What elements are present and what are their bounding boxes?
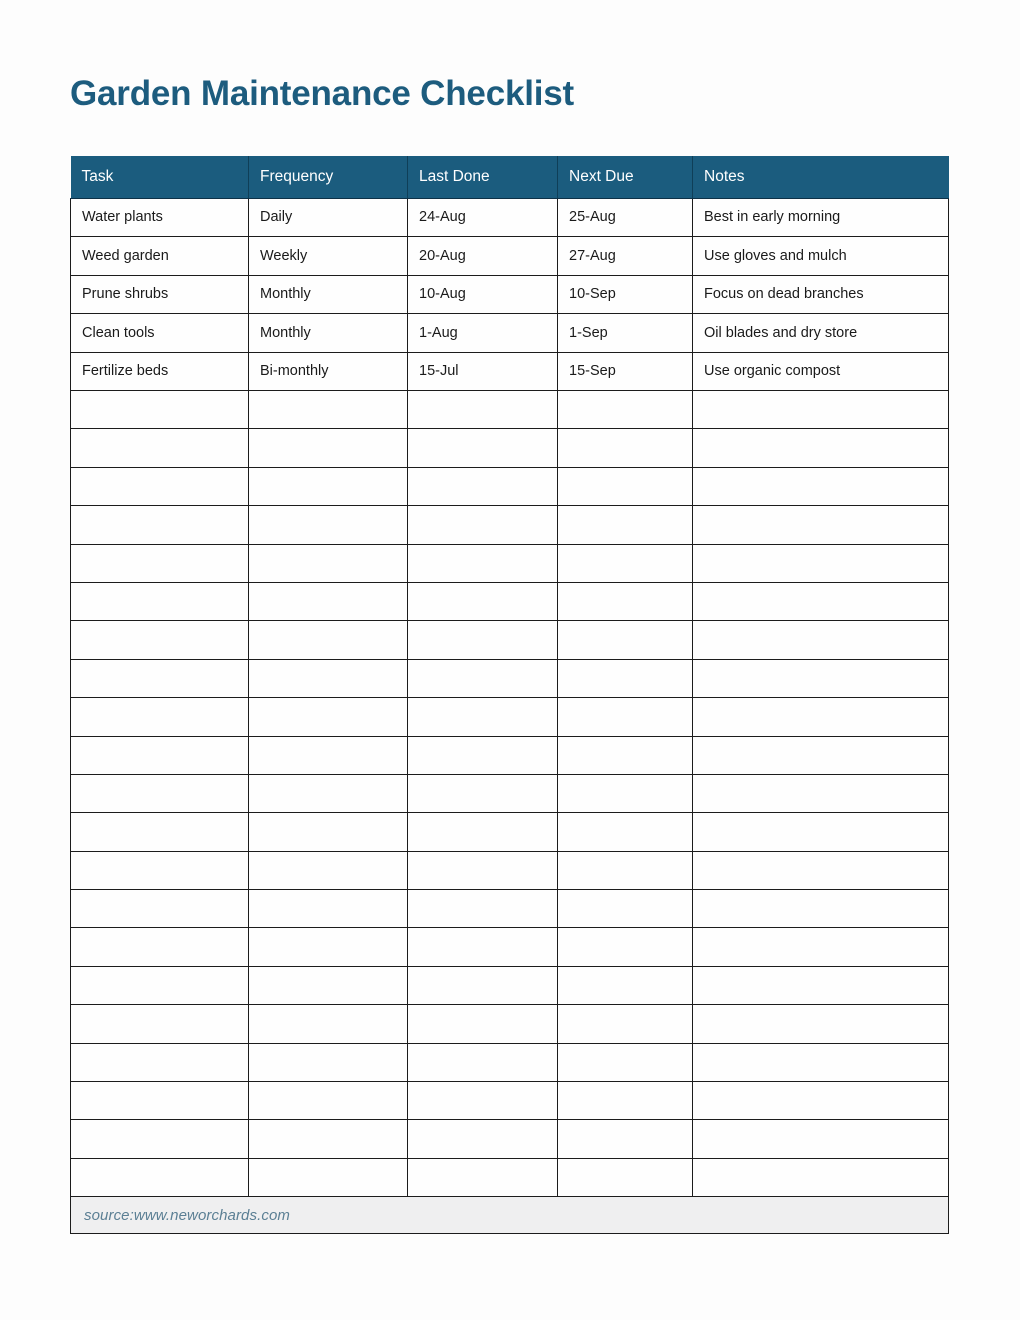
cell-notes-empty[interactable]	[693, 698, 949, 736]
page-title: Garden Maintenance Checklist	[70, 74, 575, 113]
cell-next_due-empty[interactable]	[558, 621, 693, 659]
column-header-frequency[interactable]: Frequency	[249, 156, 408, 198]
table-row	[71, 198, 949, 237]
cell-next_due-empty[interactable]	[558, 813, 693, 851]
column-header-task[interactable]: Task	[71, 156, 249, 198]
table-row	[71, 352, 949, 391]
cell-last_done-empty[interactable]	[408, 774, 558, 812]
cell-frequency-empty[interactable]	[249, 966, 408, 1004]
cell-notes-empty[interactable]	[693, 1158, 949, 1196]
table-row-empty	[71, 621, 949, 659]
cell-next_due[interactable]: 25-Aug	[558, 198, 693, 237]
cell-notes[interactable]: Oil blades and dry store	[693, 314, 949, 353]
cell-notes-empty[interactable]	[693, 1005, 949, 1043]
cell-task-empty[interactable]	[71, 698, 249, 736]
cell-last_done-empty[interactable]	[408, 1158, 558, 1196]
cell-notes-empty[interactable]	[693, 659, 949, 697]
cell-task[interactable]: Fertilize beds	[71, 352, 249, 391]
cell-notes[interactable]: Use gloves and mulch	[693, 237, 949, 276]
cell-next_due-empty[interactable]	[558, 1158, 693, 1196]
cell-next_due-empty[interactable]	[558, 966, 693, 1004]
cell-next_due-empty[interactable]	[558, 429, 693, 467]
table-row-empty	[71, 582, 949, 620]
cell-notes-empty[interactable]	[693, 813, 949, 851]
cell-task-empty[interactable]	[71, 659, 249, 697]
cell-last_done-empty[interactable]	[408, 1005, 558, 1043]
cell-last_done-empty[interactable]	[408, 429, 558, 467]
cell-frequency-empty[interactable]	[249, 1043, 408, 1081]
cell-task[interactable]: Clean tools	[71, 314, 249, 353]
cell-task[interactable]: Water plants	[71, 198, 249, 237]
cell-last_done-empty[interactable]	[408, 391, 558, 429]
table-header-row	[71, 156, 949, 198]
checklist-table-container	[70, 156, 948, 1234]
source-label: source:www.neworchards.com	[71, 1197, 949, 1234]
cell-task-empty[interactable]	[71, 544, 249, 582]
table-row-empty	[71, 391, 949, 429]
cell-next_due[interactable]: 10-Sep	[558, 275, 693, 314]
cell-frequency-empty[interactable]	[249, 544, 408, 582]
cell-last_done-empty[interactable]	[408, 1120, 558, 1158]
cell-last_done[interactable]: 20-Aug	[408, 237, 558, 276]
cell-next_due[interactable]: 15-Sep	[558, 352, 693, 391]
cell-task[interactable]: Prune shrubs	[71, 275, 249, 314]
cell-notes-empty[interactable]	[693, 1120, 949, 1158]
table-row-empty	[71, 736, 949, 774]
cell-last_done-empty[interactable]	[408, 890, 558, 928]
table-row-empty	[71, 928, 949, 966]
cell-next_due-empty[interactable]	[558, 391, 693, 429]
cell-frequency-empty[interactable]	[249, 467, 408, 505]
cell-frequency-empty[interactable]	[249, 851, 408, 889]
cell-task-empty[interactable]	[71, 928, 249, 966]
cell-frequency-empty[interactable]	[249, 391, 408, 429]
cell-task-empty[interactable]	[71, 391, 249, 429]
cell-frequency[interactable]: Daily	[249, 198, 408, 237]
table-row-empty	[71, 698, 949, 736]
cell-frequency-empty[interactable]	[249, 1082, 408, 1120]
cell-notes-empty[interactable]	[693, 1043, 949, 1081]
table-row-empty	[71, 1120, 949, 1158]
table-row-empty	[71, 966, 949, 1004]
cell-next_due-empty[interactable]	[558, 698, 693, 736]
cell-notes[interactable]: Use organic compost	[693, 352, 949, 391]
cell-task-empty[interactable]	[71, 621, 249, 659]
cell-last_done-empty[interactable]	[408, 659, 558, 697]
cell-notes-empty[interactable]	[693, 736, 949, 774]
garden-maintenance-table	[70, 156, 949, 1234]
cell-next_due[interactable]: 27-Aug	[558, 237, 693, 276]
cell-notes-empty[interactable]	[693, 966, 949, 1004]
table-header	[71, 156, 949, 198]
table-row-empty	[71, 544, 949, 582]
table-row-empty	[71, 659, 949, 697]
column-header-next-due[interactable]: Next Due	[558, 156, 693, 198]
cell-notes-empty[interactable]	[693, 851, 949, 889]
cell-next_due-empty[interactable]	[558, 851, 693, 889]
cell-notes[interactable]: Best in early morning	[693, 198, 949, 237]
cell-next_due-empty[interactable]	[558, 544, 693, 582]
cell-last_done-empty[interactable]	[408, 1043, 558, 1081]
table-footer	[71, 1197, 949, 1234]
cell-last_done-empty[interactable]	[408, 851, 558, 889]
cell-notes-empty[interactable]	[693, 621, 949, 659]
cell-task-empty[interactable]	[71, 506, 249, 544]
cell-last_done-empty[interactable]	[408, 813, 558, 851]
cell-notes-empty[interactable]	[693, 544, 949, 582]
table-row-empty	[71, 851, 949, 889]
cell-notes[interactable]: Focus on dead branches	[693, 275, 949, 314]
cell-frequency[interactable]: Weekly	[249, 237, 408, 276]
cell-notes-empty[interactable]	[693, 774, 949, 812]
cell-notes-empty[interactable]	[693, 467, 949, 505]
cell-notes-empty[interactable]	[693, 582, 949, 620]
cell-frequency-empty[interactable]	[249, 659, 408, 697]
cell-task-empty[interactable]	[71, 467, 249, 505]
cell-last_done-empty[interactable]	[408, 698, 558, 736]
cell-next_due-empty[interactable]	[558, 736, 693, 774]
cell-next_due-empty[interactable]	[558, 1005, 693, 1043]
cell-next_due[interactable]: 1-Sep	[558, 314, 693, 353]
table-row-empty	[71, 506, 949, 544]
cell-frequency-empty[interactable]	[249, 928, 408, 966]
table-row-empty	[71, 890, 949, 928]
cell-next_due-empty[interactable]	[558, 774, 693, 812]
cell-last_done-empty[interactable]	[408, 506, 558, 544]
cell-frequency-empty[interactable]	[249, 736, 408, 774]
table-row-empty	[71, 813, 949, 851]
cell-task-empty[interactable]	[71, 813, 249, 851]
table-row-empty	[71, 1158, 949, 1196]
cell-notes-empty[interactable]	[693, 928, 949, 966]
cell-frequency-empty[interactable]	[249, 582, 408, 620]
cell-next_due-empty[interactable]	[558, 659, 693, 697]
cell-next_due-empty[interactable]	[558, 467, 693, 505]
cell-next_due-empty[interactable]	[558, 1082, 693, 1120]
table-row-empty	[71, 1043, 949, 1081]
column-header-notes[interactable]: Notes	[693, 156, 949, 198]
table-row	[71, 275, 949, 314]
cell-frequency-empty[interactable]	[249, 774, 408, 812]
cell-task-empty[interactable]	[71, 966, 249, 1004]
table-row-empty	[71, 429, 949, 467]
cell-frequency-empty[interactable]	[249, 429, 408, 467]
table-row	[71, 314, 949, 353]
cell-last_done[interactable]: 24-Aug	[408, 198, 558, 237]
cell-last_done[interactable]: 15-Jul	[408, 352, 558, 391]
cell-last_done-empty[interactable]	[408, 966, 558, 1004]
cell-frequency-empty[interactable]	[249, 621, 408, 659]
cell-frequency-empty[interactable]	[249, 1120, 408, 1158]
cell-last_done-empty[interactable]	[408, 544, 558, 582]
cell-next_due-empty[interactable]	[558, 582, 693, 620]
cell-task-empty[interactable]	[71, 1005, 249, 1043]
cell-task-empty[interactable]	[71, 890, 249, 928]
cell-task-empty[interactable]	[71, 851, 249, 889]
cell-frequency-empty[interactable]	[249, 506, 408, 544]
cell-frequency[interactable]: Monthly	[249, 314, 408, 353]
cell-next_due-empty[interactable]	[558, 1120, 693, 1158]
cell-task-empty[interactable]	[71, 582, 249, 620]
cell-next_due-empty[interactable]	[558, 928, 693, 966]
cell-frequency-empty[interactable]	[249, 890, 408, 928]
table-row-empty	[71, 774, 949, 812]
cell-task-empty[interactable]	[71, 1158, 249, 1196]
cell-frequency-empty[interactable]	[249, 698, 408, 736]
cell-task-empty[interactable]	[71, 1082, 249, 1120]
cell-last_done-empty[interactable]	[408, 928, 558, 966]
cell-next_due-empty[interactable]	[558, 890, 693, 928]
cell-task-empty[interactable]	[71, 736, 249, 774]
cell-frequency-empty[interactable]	[249, 813, 408, 851]
cell-last_done-empty[interactable]	[408, 736, 558, 774]
cell-task-empty[interactable]	[71, 1043, 249, 1081]
cell-task-empty[interactable]	[71, 1120, 249, 1158]
column-header-last-done[interactable]: Last Done	[408, 156, 558, 198]
table-row-empty	[71, 467, 949, 505]
cell-frequency-empty[interactable]	[249, 1158, 408, 1196]
table-row-empty	[71, 1082, 949, 1120]
cell-last_done[interactable]: 10-Aug	[408, 275, 558, 314]
cell-frequency[interactable]: Bi-monthly	[249, 352, 408, 391]
cell-next_due-empty[interactable]	[558, 506, 693, 544]
cell-notes-empty[interactable]	[693, 391, 949, 429]
table-row-empty	[71, 1005, 949, 1043]
cell-task[interactable]: Weed garden	[71, 237, 249, 276]
cell-last_done-empty[interactable]	[408, 582, 558, 620]
cell-last_done-empty[interactable]	[408, 1082, 558, 1120]
cell-next_due-empty[interactable]	[558, 1043, 693, 1081]
cell-last_done-empty[interactable]	[408, 467, 558, 505]
cell-last_done[interactable]: 1-Aug	[408, 314, 558, 353]
cell-frequency-empty[interactable]	[249, 1005, 408, 1043]
cell-notes-empty[interactable]	[693, 506, 949, 544]
source-row	[71, 1197, 949, 1234]
cell-notes-empty[interactable]	[693, 890, 949, 928]
cell-notes-empty[interactable]	[693, 1082, 949, 1120]
table-body	[71, 198, 949, 1197]
cell-frequency[interactable]: Monthly	[249, 275, 408, 314]
cell-last_done-empty[interactable]	[408, 621, 558, 659]
table-row	[71, 237, 949, 276]
cell-task-empty[interactable]	[71, 774, 249, 812]
cell-notes-empty[interactable]	[693, 429, 949, 467]
cell-task-empty[interactable]	[71, 429, 249, 467]
